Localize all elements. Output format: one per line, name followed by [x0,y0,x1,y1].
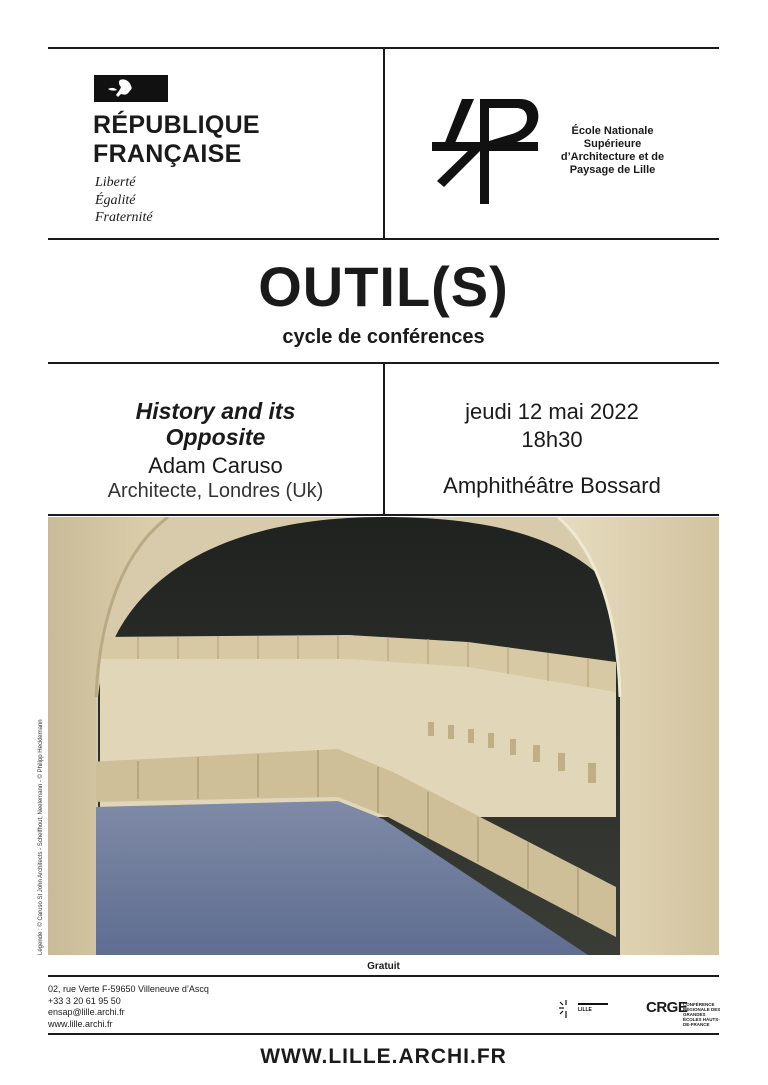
rule-above-url [48,1033,719,1035]
republic-motto: Liberté Égalité Fraternité [95,175,153,225]
event-venue: Amphithéâtre Bossard [443,473,661,498]
event-subtitle: cycle de conférences [282,326,485,348]
speaker-name: Adam Caruso [148,453,283,478]
partner-logo-text: LILLE [578,1007,592,1013]
event-time: 18h30 [521,427,583,452]
marianne-icon [94,75,168,102]
website-link[interactable]: www.lille.archi.fr [48,1018,113,1029]
crge-logo: CRGE [646,999,688,1016]
rule-below-photo [48,975,719,977]
email-link[interactable]: ensap@lille.archi.fr [48,1007,125,1017]
speaker-role: Architecte, Londres (Uk) [107,480,324,502]
logo-divider [383,47,385,240]
school-name: École Nationale Supérieure d’Architecture et de Paysage de Lille [560,125,665,176]
event-date: jeudi 12 mai 2022 [465,399,639,424]
price-label: Gratuit [367,961,400,972]
talk-title: History and its Opposite [135,398,296,450]
event-title: OUTIL(S) [258,255,509,318]
website-url[interactable]: WWW.LILLE.ARCHI.FR [260,1045,507,1068]
architecture-model-photo [48,517,719,955]
universite-lille-logo-icon [556,996,626,1024]
photo-credit: Légende : © Caruso St John Architects - Schelfhout, Neelemann - © Philipp Hecklemann [38,719,44,955]
phone: +33 3 20 61 95 50 [48,995,121,1006]
address: 02, rue Verte F-59650 Villeneuve d’Ascq [48,984,209,994]
crge-subtitle: CONFÉRENCE RÉGIONALE DES GRANDES ÉCOLES HAUTS-DE-FRANCE [683,1002,721,1027]
republic-title: RÉPUBLIQUE FRANÇAISE [93,111,260,168]
contact-block [48,984,209,1030]
ensap-logo-icon [430,95,545,207]
